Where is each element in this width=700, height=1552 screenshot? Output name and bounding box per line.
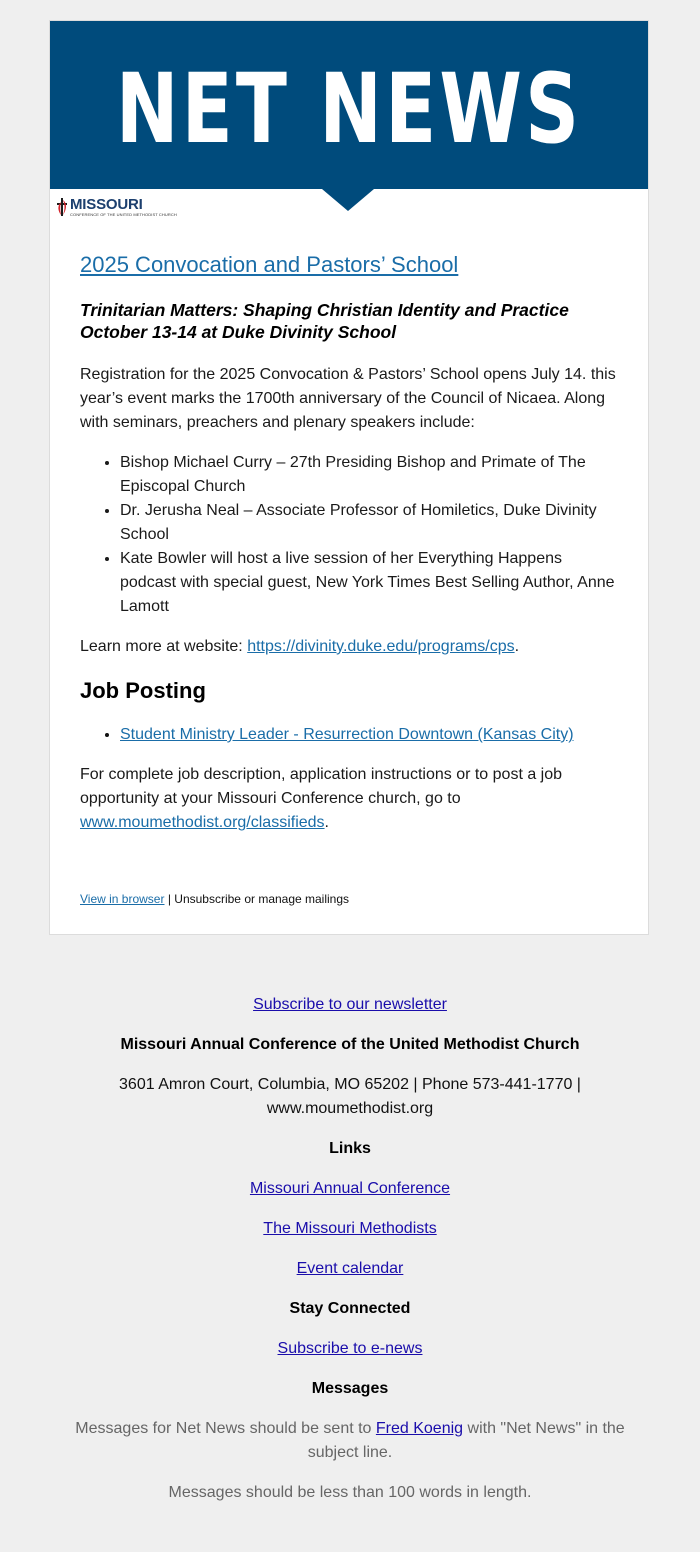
job-posting-heading: Job Posting	[80, 678, 206, 703]
speaker-list	[80, 451, 620, 619]
article-title-link[interactable]: 2025 Convocation and Pastors’ School	[80, 252, 459, 277]
cross-flame-icon	[56, 197, 68, 217]
unsubscribe-text[interactable]: Unsubscribe or manage mailings	[174, 892, 350, 906]
list-item: • Kate Bowler will host a live session of her Everything Happens podcast with special guest, New York Times Best Selling Author, Anne Lamott	[120, 547, 620, 619]
links-heading: Links	[329, 1140, 371, 1157]
missouri-logo	[56, 195, 177, 219]
classifieds-link[interactable]: www.moumethodist.org/classifieds	[80, 814, 325, 831]
article-subtitle	[80, 299, 620, 343]
view-in-browser-link[interactable]: View in browser	[80, 892, 165, 906]
missouri-methodists-link[interactable]: The Missouri Methodists	[263, 1220, 437, 1237]
newsletter-card	[49, 20, 649, 935]
logo-subtext: CONFERENCE OF THE UNITED METHODIST CHURCH	[70, 212, 177, 217]
list-item	[120, 723, 620, 747]
list-item: • Bishop Michael Curry – 27th Presiding Bishop and Primate of The Episcopal Church	[120, 451, 620, 499]
main-content	[80, 251, 620, 835]
org-name: Missouri Annual Conference of the United Methodist Church	[120, 1036, 580, 1053]
card-footer	[80, 892, 349, 906]
learn-more-prefix: Learn more at website:	[80, 638, 248, 655]
learn-more-suffix: .	[514, 638, 520, 655]
header-banner	[50, 21, 648, 189]
subtitle-line-2: October 13-14 at Duke Divinity School	[80, 322, 397, 342]
messages-suffix: with "Net News" in the subject line.	[307, 1420, 625, 1461]
duke-website-link[interactable]: https://divinity.duke.edu/programs/cps	[247, 638, 515, 655]
job-link[interactable]: Student Ministry Leader - Resurrection Downtown (Kansas City)	[120, 726, 574, 743]
stay-connected-heading: Stay Connected	[289, 1300, 411, 1317]
footer-separator: |	[164, 892, 175, 906]
event-calendar-link[interactable]: Event calendar	[296, 1260, 404, 1277]
list-item: • Dr. Jerusha Neal – Associate Professor of Homiletics, Duke Divinity School	[120, 499, 620, 547]
messages-heading: Messages	[311, 1380, 389, 1397]
fred-koenig-link[interactable]: Fred Koenig	[375, 1420, 464, 1437]
article-intro: Registration for the 2025 Convocation & Pastors’ School opens July 14. this year’s event marks the 1700th anniversary of the Council of Nicaea. Along with seminars, preachers and plenary speakers include:	[80, 366, 616, 431]
subtitle-line-1: Trinitarian Matters: Shaping Christian Identity and Practice	[80, 300, 569, 320]
job-description	[80, 763, 620, 835]
subscribe-enews-link[interactable]: Subscribe to e-news	[277, 1340, 423, 1357]
messages-instructions	[70, 1417, 630, 1465]
learn-more-line	[80, 635, 620, 659]
missouri-annual-conference-link[interactable]: Missouri Annual Conference	[249, 1180, 451, 1197]
job-list	[80, 723, 620, 747]
outer-footer	[70, 993, 630, 1505]
subscribe-newsletter-link[interactable]: Subscribe to our newsletter	[253, 996, 447, 1013]
messages-length-note: Messages should be less than 100 words in length.	[168, 1484, 532, 1501]
banner-title: NET NEWS	[115, 53, 583, 165]
messages-prefix: Messages for Net News should be sent to	[75, 1420, 376, 1437]
banner-pointer	[322, 189, 374, 211]
logo-text: MISSOURI	[70, 196, 143, 213]
job-description-text: For complete job description, application instructions or to post a job opportunity at your Missouri Conference church, go to	[80, 766, 563, 807]
org-address: 3601 Amron Court, Columbia, MO 65202 | Phone 573-441-1770 | www.moumethodist.org	[119, 1076, 581, 1117]
job-description-suffix: .	[324, 814, 329, 831]
